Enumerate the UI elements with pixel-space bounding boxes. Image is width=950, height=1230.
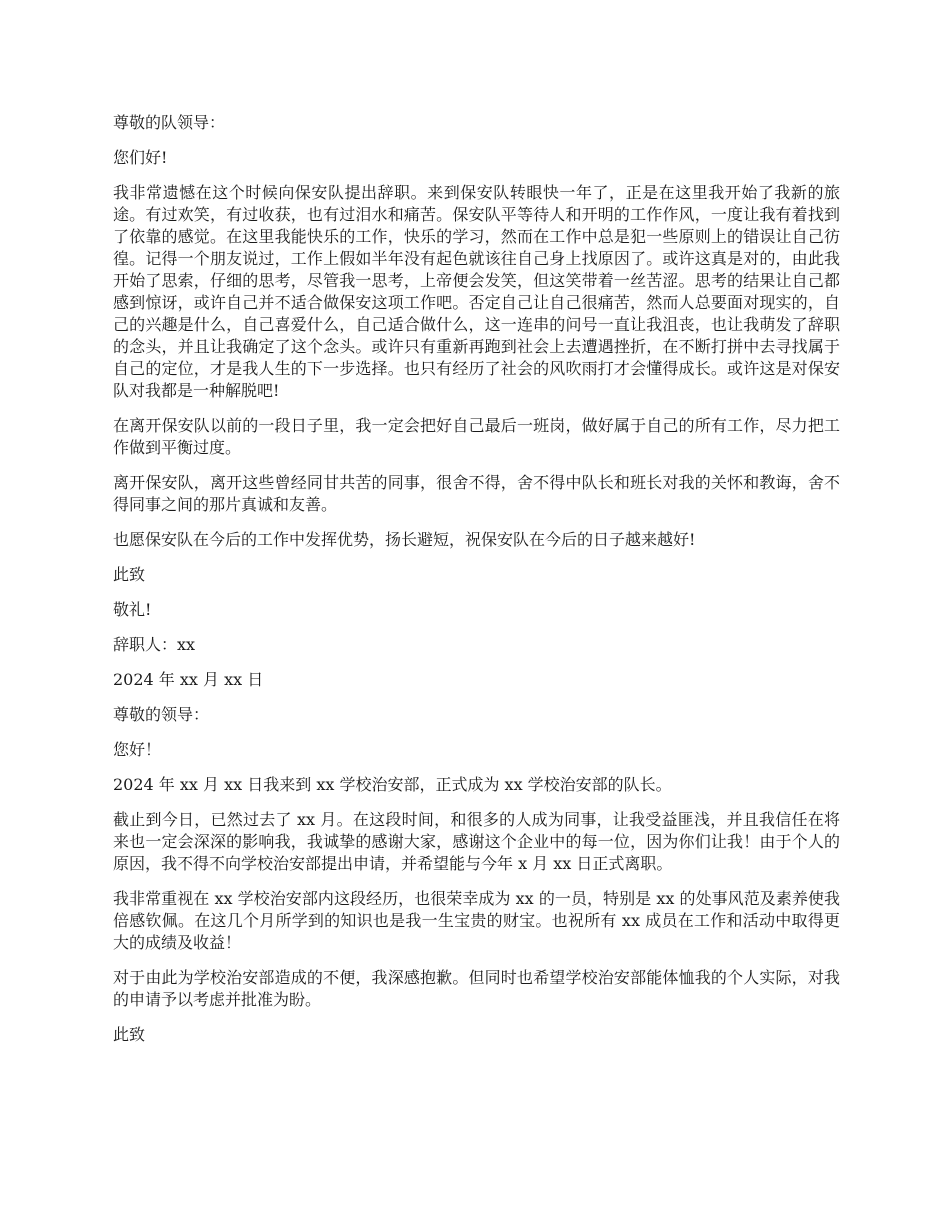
body-paragraph: 离开保安队，离开这些曾经同甘共苦的同事，很舍不得，舍不得中队长和班长对我的关怀和教诲，舍不得同事之间的那片真诚和友善。 [113,473,840,514]
salutation: 尊敬的队领导： [113,113,226,132]
signature-name: 辞职人：xx [113,635,196,654]
body-paragraph: 我非常重视在 xx 学校治安部内这段经历，也很荣幸成为 xx 的一员，特别是 xx 的处事风范及素养使我倍感钦佩。在这几个月所学到的知识也是我一生宝贵的财宝。也祝所有 xx 成员在工作和活动中取得更大的成绩及收益！ [113,889,840,952]
body-paragraph: 2024 年 xx 月 xx 日我来到 xx 学校治安部，正式成为 xx 学校治安部的队长。 [113,775,672,794]
closing: 此致 [113,565,146,584]
body-paragraph: 截止到今日，已然过去了 xx 月。在这段时间，和很多的人成为同事，让我受益匪浅，并且我信任在将来也一定会深深的影响我，我诚挚的感谢大家，感谢这个企业中的每一位，因为你们让我！由于个人的原因，我不得不向学校治安部提出申请，并希望能与今年 x 月 xx 日正式离职。 [113,810,840,873]
closing-regards: 敬礼! [113,600,152,619]
signature-date: 2024 年 xx 月 xx 日 [113,670,264,689]
body-paragraph: 也愿保安队在今后的工作中发挥优势，扬长避短，祝保安队在今后的日子越来越好! [113,530,696,549]
closing: 此致 [113,1025,146,1044]
body-paragraph: 在离开保安队以前的一段日子里，我一定会把好自己最后一班岗，做好属于自己的所有工作，尽力把工作做到平衡过度。 [113,416,840,457]
greeting: 您们好! [113,148,168,167]
body-paragraph: 对于由此为学校治安部造成的不便，我深感抱歉。但同时也希望学校治安部能体恤我的个人实际，对我的申请予以考虑并批准为盼。 [113,968,840,1009]
body-paragraph: 我非常遗憾在这个时候向保安队提出辞职。来到保安队转眼快一年了，正是在这里我开始了我新的旅途。有过欢笑，有过收获，也有过泪水和痛苦。保安队平等待人和开明的工作作风，一度让我有着找到了依靠的感觉。在这里我能快乐的工作，快乐的学习，然而在工作中总是犯一些原则上的错误让自己彷徨。记得一个朋友说过，工作上假如半年没有起色就该往自己身上找原因了。或许这真是对的，由此我开始了思索，仔细的思考，尽管我一思考，上帝便会发笑，但这笑带着一丝苦涩。思考的结果让自己都感到惊讶，或许自己并不适合做保安这项工作吧。否定自己让自己很痛苦，然而人总要面对现实的，自己的兴趣是什么，自己喜爱什么，自己适合做什么，这一连串的问号一直让我沮丧，也让我萌发了辞职的念头，并且让我确定了这个念头。或许只有重新再跑到社会上去遭遇挫折，在不断打拼中去寻找属于自己的定位，才是我人生的下一步选择。也只有经历了社会的风吹雨打才会懂得成长。或许这是对保安队对我都是一种解脱吧! [113,183,840,400]
salutation: 尊敬的领导： [113,705,210,724]
document-body [113,112,840,1059]
greeting: 您好！ [113,740,162,759]
